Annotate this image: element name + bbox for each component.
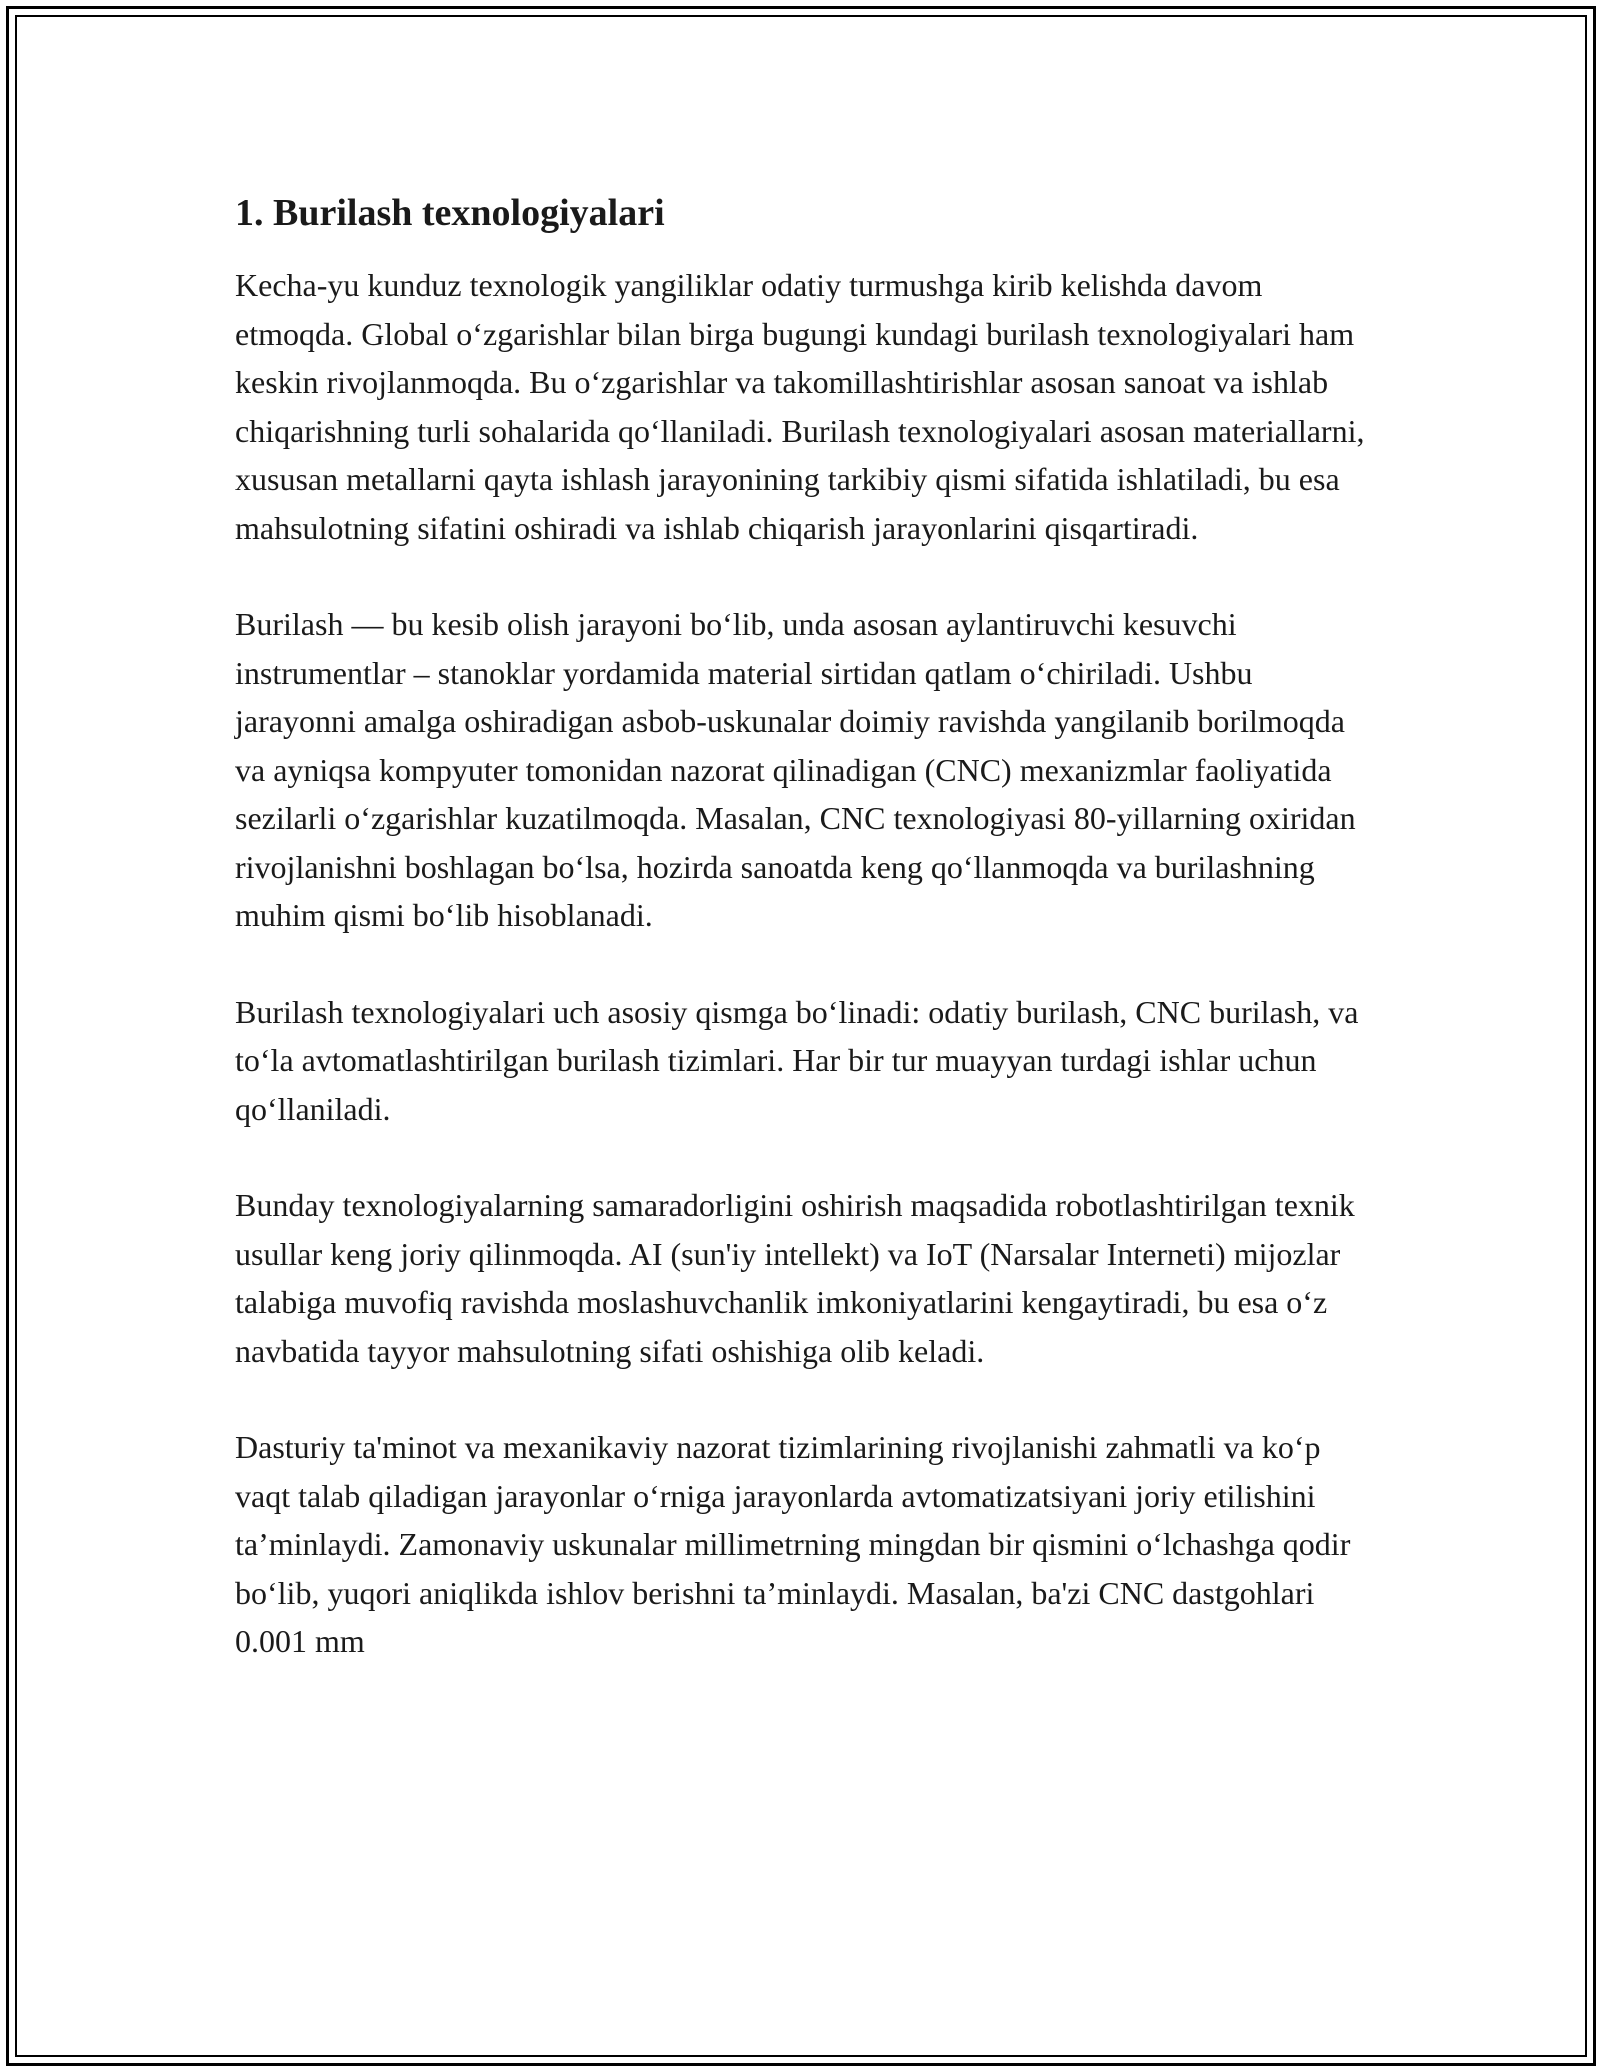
paragraph-burilash-definition: Burilash — bu kesib olish jarayoni bo‘lib, unda asosan aylantiruvchi kesuvchi instrumentlar – stanoklar yordamida material sirtidan qatlam o‘chiriladi. Ushbu jarayonni amalga oshiradigan asbob-uskunalar doimiy ravishda yangilanib borilmoqda va ayniqsa kompyuter tomonidan nazorat qilinadigan (CNC) mexanizmlar faoliyatida sezilarli o‘zgarishlar kuzatilmoqda. Masalan, CNC texnologiyasi 80-yillarning oxiridan rivojlanishni boshlagan bo‘lsa, hozirda sanoatda keng qo‘llanmoqda va burilashning muhim qismi bo‘lib hisoblanadi. (235, 606, 1356, 933)
paragraph-software: Dasturiy ta'minot va mexanikaviy nazorat tizimlarining rivojlanishi zahmatli va ko‘p vaqt talab qiladigan jarayonlar o‘rniga jarayonlarda avtomatizatsiyani joriy etilishini ta’minlaydi. Zamonaviy uskunalar millimetrning mingdan bir qismini o‘lchashga qodir bo‘lib, yuqori aniqlikda ishlov berishni ta’minlaydi. Masalan, ba'zi CNC dastgohlari 0.001 mm (235, 1429, 1351, 1659)
document-body (235, 187, 1370, 1714)
paragraph-intro: Kecha-yu kunduz texnologik yangiliklar odatiy turmushga kirib kelishda davom etmoqda. Global o‘zgarishlar bilan birga bugungi kundagi burilash texnologiyalari ham keskin rivojlanmoqda. Bu o‘zgarishlar va takomillashtirishlar asosan sanoat va ishlab chiqarishning turli sohalarida qo‘llaniladi. Burilash texnologiyalari asosan materiallarni, xususan metallarni qayta ishlash jarayonining tarkibiy qismi sifatida ishlatiladi, bu esa mahsulotning sifatini oshiradi va ishlab chiqarish jarayonlarini qisqartiradi. (235, 267, 1365, 546)
paragraph-types: Burilash texnologiyalari uch asosiy qismga bo‘linadi: odatiy burilash, CNC burilash, va to‘la avtomatlashtirilgan burilash tizimlari. Har bir tur muayyan turdagi ishlar uchun qo‘llaniladi. (235, 993, 1359, 1127)
paragraph-robotics: Bunday texnologiyalarning samaradorligini oshirish maqsadida robotlashtirilgan texnik usullar keng joriy qilinmoqda. AI (sun'iy intellekt) va IoT (Narsalar Interneti) mijozlar talabiga muvofiq ravishda moslashuvchanlik imkoniyatlarini kengaytiradi, bu esa o‘z navbatida tayyor mahsulotning sifati oshishiga olib keladi. (235, 1187, 1355, 1369)
section-heading: 1. Burilash texnologiyalari (235, 192, 665, 234)
